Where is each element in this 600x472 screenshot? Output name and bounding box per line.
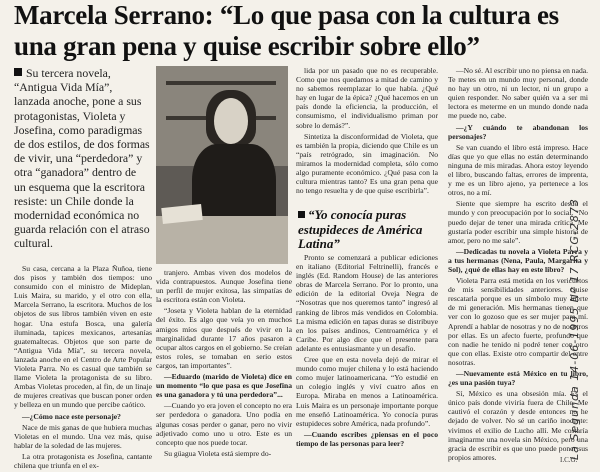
paragraph: Violeta Parra está metida en los vericuetos de mis sensibilidades anteriores. Quise rescatarla porque es un símbolo muy fuerte de mi generación. Mis hermanas tienen que ver con lo gozoso que es ser mujer para mí. Aprendí a hablar de nosotras y no de nosotros por ellas. Es un afecto fuerte, profundo que con nadie he tenido ni podré tener con otro que con ellas. Existe otro compartir del entre nosotras.	[448, 276, 588, 367]
bullet-square-icon	[14, 68, 22, 76]
paragraph: lida por un pasado que no es recuperable. Como que nos quedamos a mitad de camino y no sabemos reemplazar lo que había. ¿Qué hay en lugar de la épica? ¿Qué hacemos en un país donde la eficiencia, la producción, el consumismo, el individualismo priman por sobre lo demás?”.	[296, 66, 438, 130]
author-photo	[156, 66, 288, 264]
handwritten-annotation: La Segunda 14-06-1995 Nº 17 RCG-2873	[568, 198, 581, 460]
paragraph: Su güagua Violeta está siempre do-	[164, 448, 272, 458]
question: —¿Cómo nace este personaje?	[22, 411, 121, 421]
paragraph: Nace de mis ganas de que hubiera muchas Violetas en el mundo. Una vez más, quise hablar de la soledad de las mujeres.	[14, 422, 152, 450]
body-column-4	[448, 66, 588, 464]
question: —Dedicadas tu novela a Violeta Parra y a tus hermanas (Nena, Paula, Margarita y Sol), ¿qué de ellas hay en este libro?	[448, 246, 588, 274]
question: —¿Y cuándo te abandonan los personajes?	[448, 122, 588, 141]
question: —Cuando escribes ¿piensas en el poco tiempo de las personas para leer?	[296, 429, 438, 448]
bullet-square-icon	[298, 211, 305, 218]
subheading-text: “Yo conocía puras estupideces de América Latina”	[298, 207, 423, 251]
paragraph: —Cuando yo era joven el concepto no era ser perdedora o ganadora. Uno podía en algunas cosas perder o ganar, pero no vivir adjetivado como uno u otro. Este es un concepto que nos puede tocar.	[156, 401, 292, 447]
paragraph: Se van cuando el libro está impreso. Hace días que yo que ellas no están determinando ninguna de mis miradas. Ahora estoy leyendo el libro, buscando faltas, errores de imprenta, y me es un libro ajeno, ya pertenece a los otros, no a mí.	[448, 142, 588, 198]
question: —Eduardo (marido de Violeta) dice en un momento “lo que pasa es que Josefina es una ganadora y tú una perdedora”...	[156, 372, 292, 400]
paragraph: La otra protagonista es Josefina, cantante chilena que triunfa en el ex-	[14, 451, 152, 470]
body-column-2	[156, 268, 292, 460]
body-column-1	[14, 264, 152, 472]
question: —Nuevamente está México en tu libro, ¿es una pasión tuya?	[448, 369, 588, 388]
paragraph: Siente que siempre ha escrito desde el mundo y con preocupación por lo social. “No puedo dejar de tener una mirada crítica. Me gustaría poder escribir una simple historia de amor, pero no me sale”.	[448, 199, 588, 245]
subheading	[298, 208, 438, 252]
paragraph: —No sé. Al escribir uno no piensa en nada. Te metes en un mundo muy personal, donde no hay un otro, ni un lector, ni un grupo a quien responder. No saber quién va a ser mi lectora es meterme en un mundo donde nada me puede no, cabe.	[448, 66, 589, 121]
lead-paragraph	[14, 66, 150, 251]
paragraph: Sintetiza la disconformidad de Violeta, que es también la propia, diciendo que Chile es un “país retrógrado, sin imaginación. No miramos la modernidad completa, sólo como algo puramente económico. ¿Qué pasa con la cultura mientras tanto? Es una gran pena que no tengo resuelta y de que quise escribirla”.	[296, 131, 438, 196]
body-column-3b	[296, 253, 438, 450]
paragraph: Cree que en esta novela dejó de mirar el mundo como mujer chilena y lo está haciendo como mujer latinoamericana. “Yo estudié en un colegio inglés y viví cuatro años en Europa. Miraba en menos a Latinoamérica. Luis Maira es un personaje importante porque me enseñó Latinoamérica. Yo conocía puras estupideces sobre América, nada profundo”.	[296, 355, 438, 428]
paragraph: tranjero. Ambas viven dos modelos de vida contrapuestos. Aunque Josefina tiene un perfil de mujer exitosa, las simpatías de la escritora están con Violeta.	[156, 268, 292, 305]
paragraph: Pronto se comenzará a publicar ediciones en italiano (Editorial Feltrinelli), francés e inglés (Ed. Random House) de las anteriores obras de Marcela Serrano. Por lo pronto, una edición de la editorial Oveja Negra de “Nosotras que nos queremos tanto” ingresó al ranking de libros más vendidos en Colombia. La misma edición en tapas duras se distribuye en los países andinos, Centroamérica y el Caribe. Por algo dice que el presente para adelante es entusiasmante y un desafío.	[296, 253, 438, 353]
lead-text: Su tercera novela, “Antigua Vida Mía”, lanzada anoche, pone a sus protagonistas, Violeta y Josefina, como paradigmas de dos estilos, de dos formas de vivir, una “perdedora” y otra “ganadora” dentro de un esquema que la escritora resiste: un Chile donde la modernidad económica no guarda relación con el atraso cultural.	[14, 66, 150, 251]
paragraph: Su casa, cercana a la Plaza Ñuñoa, tiene dos pisos y también dos tiempos: uno consumido con el ministro de Mideplan, Luis Maira, su marido, y el otro con ella, Marcela Serrano, la escritora. Muchos de los objetos de sus libros también viven en este hogar. Una estufa Bosca, una galería iluminada, tapices mexicanos, artesanías guatemaltecas. Objetos que son parte de “Antigua Vida Mía”, su tercera novela, lanzada anoche en el Centro de Arte Popular Violeta Parra. No es casual que también se llame Violeta la protagonista de su libro. Ambas Violetas proceden, al fin, de un linaje de mujeres creativas que buscan poner orden y belleza en un mundo que percibe caótico.	[14, 264, 152, 410]
paragraph: “Joseta y Violeta hablan de la eternidad del éxito. Es algo que veía yo en muchos amigos míos que después de vivir en la marginalidad durante 17 años pasaron a ocupar altos cargos en el gobierno. Se creían estos roles, se tomaban en serio estos cargos, tan importantes”.	[156, 306, 292, 370]
paragraph: Sí, México es una obsesión mía. Es el único país donde viviría fuera de Chile. Me cautivó el corazón y desde entonces no he dejado de volver. No sé un cariño inocente: vivimos el exilio de Lucho allí. Me costaría imaginarme una novela sin México, pero una gracia de escribir es que uno puede poner sus propios amores.	[448, 389, 588, 462]
body-column-3	[296, 66, 438, 197]
headline: Marcela Serrano: “Lo que pasa con la cultura es una gran pena y quise escribir sobre ello”	[14, 0, 559, 61]
byline-initials: I.C.G.	[560, 456, 578, 464]
